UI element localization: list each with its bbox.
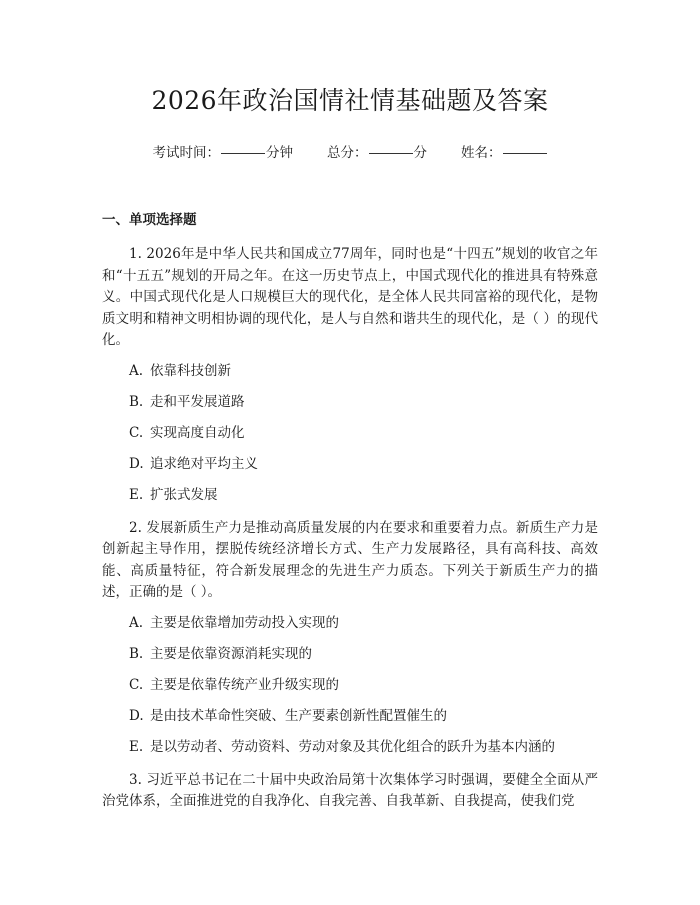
total-score-field — [327, 144, 427, 162]
option-text: 主要是依靠增加劳动投入实现的 — [150, 614, 339, 631]
option-letter: A. — [129, 614, 144, 631]
exam-info — [102, 144, 598, 162]
question-1-option-d — [102, 455, 598, 473]
option-text: 主要是依靠资源消耗实现的 — [150, 645, 312, 662]
question-2-option-a — [102, 614, 598, 632]
option-text: 依靠科技创新 — [150, 362, 231, 379]
option-text: 是以劳动者、劳动资料、劳动对象及其优化组合的跃升为基本内涵的 — [150, 738, 555, 755]
option-text: 扩张式发展 — [150, 486, 218, 503]
question-2-option-c — [102, 676, 598, 694]
option-text: 走和平发展道路 — [150, 393, 245, 410]
question-1-option-c — [102, 424, 598, 442]
question-1-option-b — [102, 393, 598, 411]
name-field — [461, 144, 548, 162]
section-title: 一、单项选择题 — [102, 212, 197, 228]
option-letter: E. — [129, 486, 144, 503]
question-1-option-a — [102, 362, 598, 380]
exam-time-unit: 分钟 — [266, 145, 293, 161]
question-1: 1. 2026年是中华人民共和国成立77周年，同时也是“十四五”规划的收官之年和“十五五”规划的开局之年。在这一历史节点上，中国式现代化的推进具有特殊意义。中国式现代化是人口规模巨大的现代化，是全体人民共同富裕的现代化，是物质文明和精神文明相协调的现代化，是人与自然和谐共生的现代化，是（ ）的现代化。 — [102, 246, 598, 348]
option-letter: B. — [129, 393, 144, 410]
question-2: 2. 发展新质生产力是推动高质量发展的内在要求和重要着力点。新质生产力是创新起主导作用，摆脱传统经济增长方式、生产力发展路径，具有高科技、高效能、高质量特征，符合新发展理念的先进生产力质态。下列关于新质生产力的描述，正确的是（ ）。 — [102, 519, 598, 600]
exam-time-field — [153, 144, 294, 162]
question-2-option-d — [102, 707, 598, 725]
exam-time-label: 考试时间： — [152, 145, 220, 161]
question-2-option-e — [102, 738, 598, 756]
total-score-blank — [369, 153, 413, 154]
option-text: 追求绝对平均主义 — [150, 455, 258, 472]
total-score-label: 总分： — [327, 145, 368, 161]
document-title: 2026年政治国情社情基础题及答案 — [151, 86, 549, 115]
name-label: 姓名： — [461, 145, 502, 161]
question-2-options — [102, 614, 598, 756]
option-letter: D. — [129, 707, 144, 724]
option-text: 主要是依靠传统产业升级实现的 — [150, 676, 339, 693]
total-score-unit: 分 — [413, 145, 427, 161]
option-letter: C. — [129, 424, 144, 441]
option-letter: D. — [129, 455, 144, 472]
option-letter: B. — [129, 645, 144, 662]
question-1-option-e — [102, 486, 598, 504]
question-1-options — [102, 362, 598, 504]
exam-time-blank — [221, 153, 265, 154]
option-letter: A. — [129, 362, 144, 379]
question-2-option-b — [102, 645, 598, 663]
question-3: 3. 习近平总书记在二十届中央政治局第十次集体学习时强调，要健全全面从严治党体系，全面推进党的自我净化、自我完善、自我革新、自我提高，使我们党 — [102, 771, 598, 809]
option-letter: E. — [129, 738, 144, 755]
option-text: 实现高度自动化 — [150, 424, 245, 441]
name-blank — [503, 153, 547, 154]
option-text: 是由技术革命性突破、生产要素创新性配置催生的 — [150, 707, 447, 724]
option-letter: C. — [129, 676, 144, 693]
